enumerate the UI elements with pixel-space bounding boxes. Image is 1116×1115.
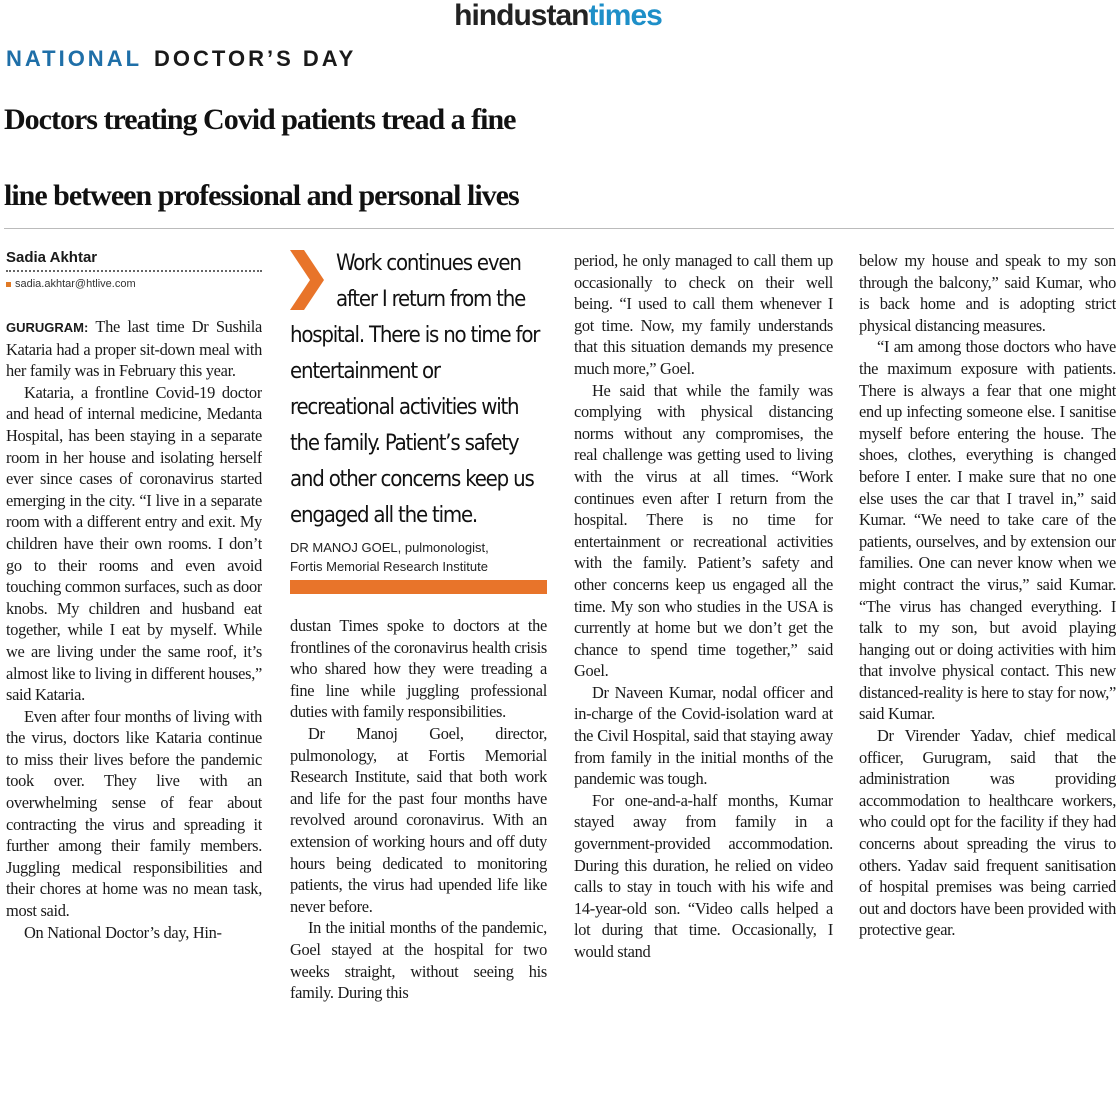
orange-chevron-icon xyxy=(290,250,324,310)
paragraph: Dr Naveen Kumar, nodal officer and in-charge of the Covid-isolation ward at the Civil Hospital, said that staying away from family in the initial months of the pandemic was tough. xyxy=(574,682,833,789)
bullet-square-icon xyxy=(6,282,11,287)
pull-quote-text: Work continues even after I return from the hospital. There is no time for entertainment or recreational activities with the family. Patient’s safety and other concerns keep us engaged all the time. xyxy=(290,251,540,528)
kicker-national: NATIONAL xyxy=(6,46,143,71)
paragraph: Dr Virender Yadav, chief medical officer, Gurugram, said that the administration was providing accommodation to healthcare workers, who could opt for the facility if they had concerns about spreading the virus to others. Yadav said frequent sanitisation of hospital premises was being carried out and doctors have been provided with protective gear. xyxy=(859,726,1116,940)
paragraph: On National Doctor’s day, Hin- xyxy=(24,922,222,942)
paragraph-text: The last time Dr Sushila Kataria had a proper sit-down meal with her family was in February this year. xyxy=(6,317,262,381)
headline-divider xyxy=(4,228,1114,229)
byline xyxy=(6,248,262,293)
paragraph: Even after four months of living with the virus, doctors like Kataria continue to miss their lives before the pandemic took over. They live with an overwhelming sense of fear about contracting the virus and spreading it further among their family members. Juggling medical responsibilities and their chores at home was no mean task, most said. xyxy=(6,706,262,921)
article-column-2 xyxy=(290,615,547,1064)
section-kicker xyxy=(6,46,356,72)
masthead-logo xyxy=(0,0,1116,32)
article-column-1 xyxy=(6,316,262,1064)
attribution-line-1: DR MANOJ GOEL, pulmonologist, xyxy=(290,540,489,555)
paragraph: dustan Times spoke to doctors at the frontlines of the coronavirus health crisis who shared how they were treading a fine line while juggling professional duties with family responsibilities. xyxy=(290,616,547,722)
pull-quote-attribution xyxy=(290,538,547,576)
paragraph: He said that while the family was complying with physical distancing norms without any compromises, the real challenge was getting used to living with the virus at all times. “Work continues even after I return from the hospital. There is no time for entertainment or recreational activities with the family. Patient’s safety and other concerns keep us engaged all the time. My son who studies in the USA is currently at home but we don’t get the chance to spend time together,” said Goel. xyxy=(574,380,833,681)
paragraph: period, he only managed to call them up occasionally to check on their well being. “I used to call them whenever I got time. Now, my family understands that this situation demands my presence much more,” Goel. xyxy=(574,251,833,378)
author-email: sadia.akhtar@htlive.com xyxy=(15,278,136,290)
article-column-4 xyxy=(859,250,1116,1064)
paragraph: below my house and speak to my son through the balcony,” said Kumar, who is back home and is adopting strict physical distancing measures. xyxy=(859,251,1116,335)
paragraph: Kataria, a frontline Covid-19 doctor and head of internal medicine, Medanta Hospital, has been staying in a separate room in her house and isolating herself ever since cases of coronavirus started emerging in the city. “I live in a separate room with a different entry and exit. My children have their own rooms. I don’t go to their rooms and even avoid touching common surfaces, such as door knobs. My children and husband eat together, while I eat by myself. While we are living under the same roof, it’s almost like to living in different houses,” said Kataria. xyxy=(6,382,262,705)
attribution-line-2: Fortis Memorial Research Institute xyxy=(290,559,488,574)
article-headline xyxy=(4,82,1114,234)
masthead-part-2: times xyxy=(588,0,662,32)
author-email-row xyxy=(6,275,262,293)
dateline: GURUGRAM: xyxy=(6,320,89,335)
pull-quote xyxy=(290,246,547,594)
pull-quote-accent-bar xyxy=(290,580,547,594)
article-column-3 xyxy=(574,250,833,1064)
headline-line-1: Doctors treating Covid patients tread a fine xyxy=(4,103,516,136)
paragraph: Dr Manoj Goel, director, pulmonology, at Fortis Memorial Research Institute, said that both work and life for the past four months have revolved around coronavirus. With an extension of working hours and off duty hours being dedicated to monitoring patients, the virus had upended life like never before. xyxy=(290,723,547,916)
paragraph: “I am among those doctors who have the maximum exposure with patients. There is always a fear that one might end up infecting someone else. I sanitise myself before entering the house. The shoes, clothes, everything is changed before I enter. I make sure that no one else uses the car that I travel in,” said Kumar. “We need to take care of the patients, ourselves, and by extension our families. One can never know when we might contract the virus,” said Kumar. “The virus has changed everything. I talk to my son, but avoid playing hanging out or doing activities with him that involve physical contact. This new distanced-reality is here to stay for now,” said Kumar. xyxy=(859,337,1116,724)
paragraph: In the initial months of the pandemic, Goel stayed at the hospital for two weeks straight, without seeing his family. During this xyxy=(290,918,547,1003)
headline-line-2: line between professional and personal lives xyxy=(4,179,519,212)
author-name: Sadia Akhtar xyxy=(6,248,262,272)
paragraph: For one-and-a-half months, Kumar stayed away from family in a government-provided accommodation. During this duration, he relied on video calls to stay in touch with his wife and 14-year-old son. “Video calls helped a lot during that time. Occasionally, I would stand xyxy=(574,790,833,961)
paragraph xyxy=(6,316,262,382)
masthead-part-1: hindustan xyxy=(454,0,589,32)
kicker-doctors-day: DOCTOR’S DAY xyxy=(154,46,357,71)
